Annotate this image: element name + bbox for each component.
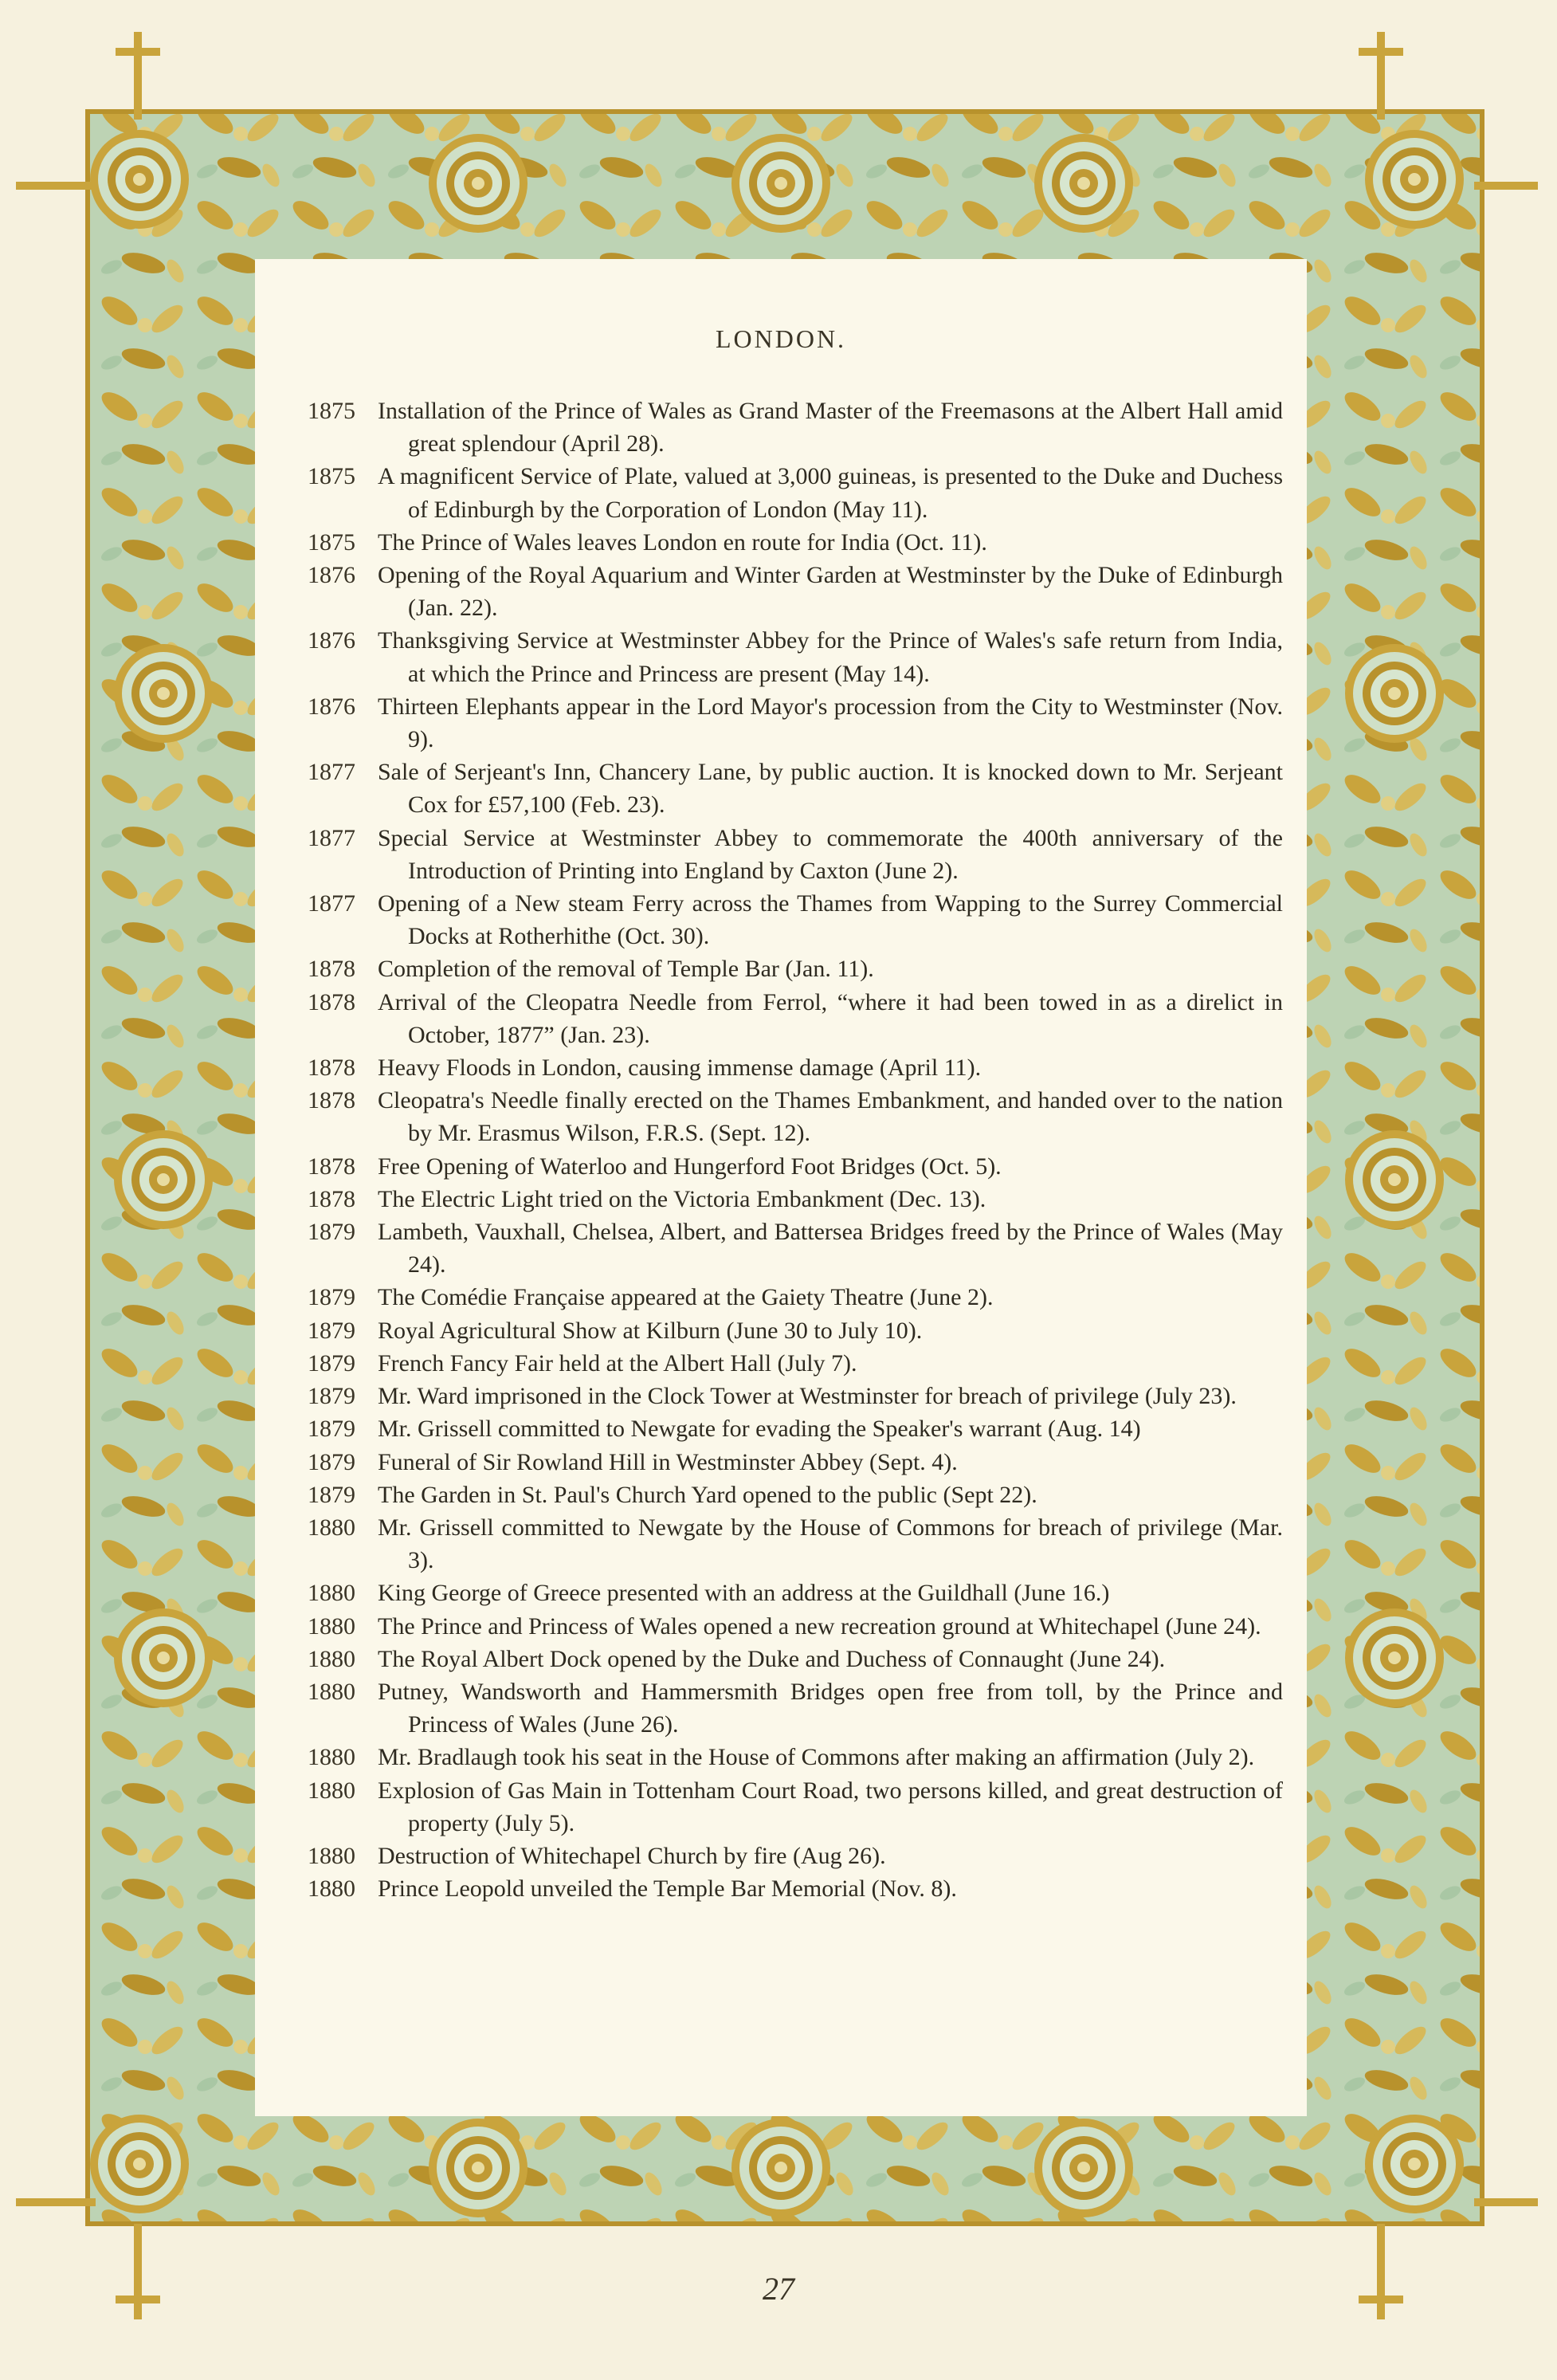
list-item [303, 1412, 1283, 1445]
entry-year: 1877 [308, 759, 355, 786]
list-item [303, 1511, 1283, 1577]
list-item [303, 559, 1283, 624]
list-item [303, 1479, 1283, 1511]
entry-text: Mr. Ward imprisoned in the Clock Tower at Westminster for breach of privilege (July 23). [378, 1383, 1237, 1410]
entry-text: Opening of a New steam Ferry across the Thames from Wapping to the Surrey Commercial Docks at Rotherhithe (Oct. 30). [378, 890, 1283, 950]
page-number: 27 [763, 2271, 794, 2307]
entry-year: 1879 [308, 1317, 355, 1344]
entry-text: Thirteen Elephants appear in the Lord Mayor's procession from the City to Westminster (Nov. 9). [378, 693, 1283, 753]
list-item [303, 1183, 1283, 1216]
entry-year: 1879 [308, 1448, 355, 1475]
entry-year: 1880 [308, 1580, 355, 1607]
entry-text: Destruction of Whitechapel Church by fire (Aug 26). [378, 1842, 886, 1869]
entry-year: 1880 [308, 1645, 355, 1672]
list-item [303, 952, 1283, 985]
entry-text: The Prince of Wales leaves London en route for India (Oct. 11). [378, 528, 987, 556]
entry-year: 1880 [308, 1612, 355, 1640]
list-item [303, 1051, 1283, 1084]
list-item [303, 1643, 1283, 1675]
entry-text: Free Opening of Waterloo and Hungerford Foot Bridges (Oct. 5). [378, 1153, 1002, 1180]
entry-year: 1879 [308, 1416, 355, 1443]
entry-year: 1879 [308, 1219, 355, 1246]
entry-text: The Prince and Princess of Wales opened a new recreation ground at Whitechapel (June 24). [378, 1612, 1261, 1640]
entry-text: Sale of Serjeant's Inn, Chancery Lane, by public auction. It is knocked down to Mr. Serjeant Cox for £57,100 (Feb. 23). [378, 759, 1283, 819]
entry-text: Royal Agricultural Show at Kilburn (June 30 to July 10). [378, 1317, 923, 1344]
list-item [303, 1446, 1283, 1479]
entry-year: 1877 [308, 824, 355, 851]
list-item [303, 1150, 1283, 1183]
list-item [303, 1577, 1283, 1609]
entry-year: 1878 [308, 956, 355, 983]
entry-year: 1879 [308, 1349, 355, 1377]
entry-year: 1875 [308, 398, 355, 424]
entry-text: A magnificent Service of Plate, valued at 3,000 guineas, is presented to the Duke and Duchess of Edinburgh by the Corporation of London (May 11). [378, 463, 1283, 523]
entry-text: Mr. Grissell committed to Newgate for evading the Speaker's warrant (Aug. 14) [378, 1416, 1141, 1443]
entry-text: Installation of the Prince of Wales as Grand Master of the Freemasons at the Albert Hall amid great splendour (April 28). [378, 398, 1283, 458]
list-item [303, 526, 1283, 559]
entry-text: The Comédie Française appeared at the Gaiety Theatre (June 2). [378, 1284, 994, 1311]
entry-year: 1878 [308, 1087, 355, 1114]
entry-year: 1876 [308, 562, 355, 589]
list-item [303, 1216, 1283, 1281]
list-item [303, 1675, 1283, 1741]
entry-year: 1879 [308, 1481, 355, 1508]
entry-text: Putney, Wandsworth and Hammersmith Bridges open free from toll, by the Prince and Princess of Wales (June 26). [378, 1678, 1283, 1738]
entry-year: 1875 [308, 463, 355, 490]
entry-text: Thanksgiving Service at Westminster Abbey for the Prince of Wales's safe return from India, at which the Prince and Princess are present (May 14). [378, 627, 1283, 687]
chronology-list [303, 395, 1283, 1905]
entry-text: The Electric Light tried on the Victoria Embankment (Dec. 13). [378, 1185, 986, 1212]
list-item [303, 1380, 1283, 1412]
entry-text: Opening of the Royal Aquarium and Winter Garden at Westminster by the Duke of Edinburgh (Jan. 22). [378, 562, 1283, 622]
list-item [303, 395, 1283, 460]
entry-year: 1880 [308, 1842, 355, 1869]
list-item [303, 1281, 1283, 1314]
entry-text: Special Service at Westminster Abbey to commemorate the 400th anniversary of the Introduction of Printing into England by Caxton (June 2). [378, 824, 1283, 884]
entry-year: 1878 [308, 1153, 355, 1180]
entry-year: 1879 [308, 1284, 355, 1311]
entry-year: 1876 [308, 693, 355, 720]
entry-text: Explosion of Gas Main in Tottenham Court Road, two persons killed, and great destruction of property (July 5). [378, 1777, 1283, 1836]
entry-year: 1880 [308, 1744, 355, 1771]
list-item [303, 1314, 1283, 1347]
entry-text: King George of Greece presented with an address at the Guildhall (June 16.) [378, 1580, 1110, 1607]
list-item [303, 1741, 1283, 1773]
entry-text: Mr. Grissell committed to Newgate by the House of Commons for breach of privilege (Mar. 3). [378, 1514, 1283, 1574]
list-item [303, 690, 1283, 756]
entry-year: 1880 [308, 1875, 355, 1903]
list-item [303, 460, 1283, 525]
entry-year: 1879 [308, 1383, 355, 1410]
entry-text: Cleopatra's Needle finally erected on the Thames Embankment, and handed over to the nation by Mr. Erasmus Wilson, F.R.S. (Sept. 12). [378, 1087, 1283, 1147]
entry-text: French Fancy Fair held at the Albert Hall (July 7). [378, 1349, 857, 1377]
text-panel [255, 259, 1307, 2116]
list-item [303, 1872, 1283, 1905]
entry-year: 1875 [308, 528, 355, 556]
entry-year: 1877 [308, 890, 355, 917]
entry-text: Funeral of Sir Rowland Hill in Westminster Abbey (Sept. 4). [378, 1448, 958, 1475]
entry-text: The Royal Albert Dock opened by the Duke and Duchess of Connaught (June 24). [378, 1645, 1166, 1672]
entry-year: 1880 [308, 1777, 355, 1804]
list-item [303, 1774, 1283, 1840]
list-item [303, 1084, 1283, 1149]
entry-text: Mr. Bradlaugh took his seat in the House of Commons after making an affirmation (July 2). [378, 1744, 1255, 1771]
list-item [303, 887, 1283, 952]
entry-year: 1880 [308, 1678, 355, 1705]
list-item [303, 1610, 1283, 1643]
entry-year: 1880 [308, 1514, 355, 1541]
entry-year: 1878 [308, 988, 355, 1015]
entry-text: The Garden in St. Paul's Church Yard opened to the public (Sept 22). [378, 1481, 1037, 1508]
list-item [303, 822, 1283, 887]
entry-year: 1878 [308, 1185, 355, 1212]
entry-text: Completion of the removal of Temple Bar (Jan. 11). [378, 956, 874, 983]
entry-year: 1876 [308, 627, 355, 654]
list-item [303, 1347, 1283, 1380]
entry-year: 1878 [308, 1055, 355, 1082]
list-item [303, 986, 1283, 1051]
entry-text: Heavy Floods in London, causing immense damage (April 11). [378, 1055, 982, 1082]
entry-text: Lambeth, Vauxhall, Chelsea, Albert, and Battersea Bridges freed by the Prince of Wales (May 24). [378, 1219, 1283, 1278]
page-title: LONDON. [715, 324, 847, 353]
entry-text: Arrival of the Cleopatra Needle from Ferrol, “where it had been towed in as a direlict in October, 1877” (Jan. 23). [378, 988, 1283, 1048]
entry-text: Prince Leopold unveiled the Temple Bar Memorial (Nov. 8). [378, 1875, 957, 1903]
list-item [303, 756, 1283, 821]
list-item [303, 624, 1283, 689]
list-item [303, 1840, 1283, 1872]
